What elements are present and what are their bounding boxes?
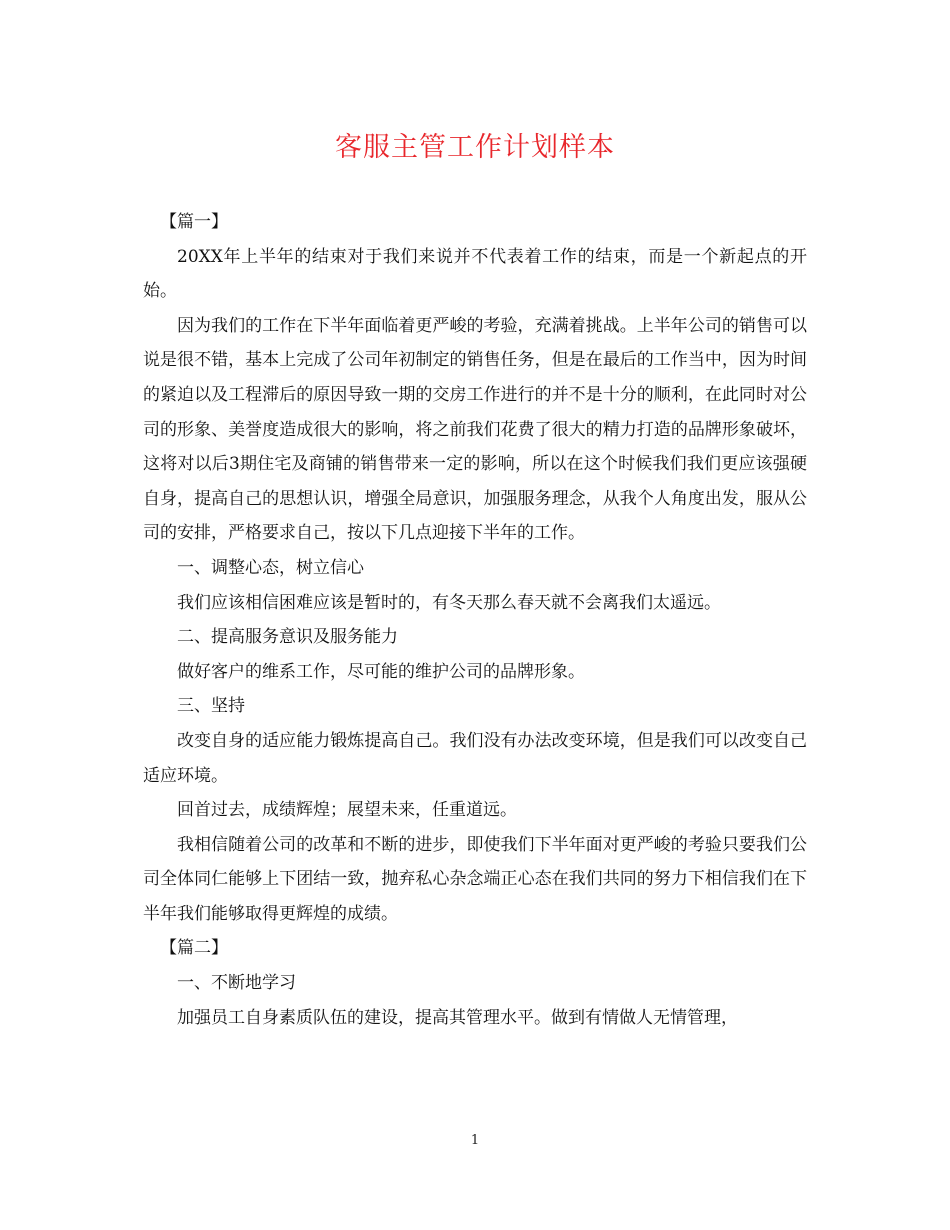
item-heading-mindset: 一、调整心态，树立信心	[177, 557, 364, 578]
paragraph-review: 回首过去，成绩辉煌；展望未来，任重道远。	[177, 800, 517, 821]
item-heading-service: 二、提高服务意识及服务能力	[177, 627, 398, 648]
section-heading-part-two: 【篇二】	[160, 938, 228, 959]
page-number: 1	[470, 1133, 480, 1148]
item-heading-persist: 三、坚持	[177, 696, 245, 717]
item-heading-learning: 一、不断地学习	[177, 973, 296, 994]
paragraph-challenges: 因为我们的工作在下半年面临着更严峻的考验，充满着挑战。上半年公司的销售可以说是很不错，基本上完成了公司年初制定的销售任务，但是在最后的工作当中，因为时间的紧迫以及工程滞后的原因导致一期的交房工作进行的并不是十分的顺利，在此同时对公司的形象、美誉度造成很大的影响，将之前我们花费了很大的精力打造的品牌形象破坏，这将对以后3期住宅及商铺的销售带来一定的影响，所以在这个时候我们我们更应该强硬自身，提高自己的思想认识，增强全局意识，加强服务理念，从我个人角度出发，服从公司的安排，严格要求自己，按以下几点迎接下半年的工作。	[143, 315, 807, 544]
paragraph-persist: 改变自身的适应能力锻炼提高自己。我们没有办法改变环境，但是我们可以改变自己适应环境。	[143, 730, 807, 786]
document-body	[143, 205, 807, 1035]
paragraph-conclusion: 我相信随着公司的改革和不断的进步，即使我们下半年面对更严峻的考验只要我们公司全体同仁能够上下团结一致，抛弃私心杂念端正心态在我们共同的努力下相信我们在下半年我们能够取得更辉煌的成绩。	[143, 834, 807, 924]
paragraph-intro: 20XX年上半年的结束对于我们来说并不代表着工作的结束，而是一个新起点的开始。	[143, 246, 807, 302]
paragraph-mindset: 我们应该相信困难应该是暂时的，有冬天那么春天就不会离我们太遥远。	[177, 592, 721, 613]
paragraph-service: 做好客户的维系工作，尽可能的维护公司的品牌形象。	[177, 661, 585, 682]
section-heading-part-one: 【篇一】	[160, 212, 228, 232]
paragraph-learning: 加强员工自身素质队伍的建设，提高其管理水平。做到有情做人无情管理，	[177, 1007, 738, 1028]
document-title: 客服主管工作计划样本	[335, 132, 615, 163]
